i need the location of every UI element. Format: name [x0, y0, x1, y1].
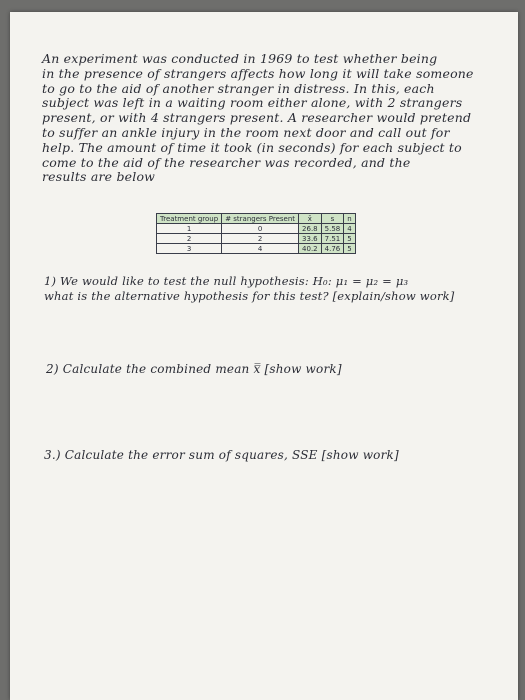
cell-strangers: 2: [222, 234, 299, 244]
cell-strangers: 4: [222, 244, 299, 254]
cell-group: 1: [157, 224, 222, 234]
intro-line: come to the aid of the researcher was recorded, and the: [42, 154, 411, 170]
table-row: [157, 234, 356, 244]
header-mean: x̄: [299, 214, 322, 224]
question-1-line: 1) We would like to test the null hypothesis: H₀: μ₁ = μ₂ = μ₃: [44, 274, 409, 288]
cell-std-dev: 7.51: [321, 234, 344, 244]
data-table: [156, 213, 356, 254]
cell-n: 5: [344, 244, 355, 254]
cell-strangers: 0: [222, 224, 299, 234]
intro-line: in the presence of strangers affects how long it will take someone: [42, 65, 474, 81]
header-n: n: [344, 214, 355, 224]
cell-n: 4: [344, 224, 355, 234]
cell-std-dev: 4.76: [321, 244, 344, 254]
intro-line: An experiment was conducted in 1969 to test whether being: [42, 51, 438, 66]
cell-mean: 33.6: [299, 234, 322, 244]
worksheet-paper: [10, 12, 518, 700]
cell-group: 3: [157, 244, 222, 254]
intro-line: subject was left in a waiting room either alone, with 2 strangers: [42, 95, 463, 111]
cell-std-dev: 5.58: [321, 224, 344, 234]
header-strangers-present: # strangers Present: [222, 214, 299, 224]
cell-group: 2: [157, 234, 222, 244]
question-1-line: what is the alternative hypothesis for this test? [explain/show work]: [44, 289, 455, 303]
question-1: [44, 274, 455, 304]
cell-mean: 26.8: [299, 224, 322, 234]
intro-line: present, or with 4 strangers present. A researcher would pretend: [42, 110, 472, 126]
cell-n: 5: [344, 234, 355, 244]
question-3: 3.) Calculate the error sum of squares, SSE [show work]: [44, 448, 399, 462]
intro-line: to suffer an ankle injury in the room next door and call out for: [42, 124, 450, 140]
table-row: [157, 224, 356, 234]
cell-mean: 40.2: [299, 244, 322, 254]
table-header-row: [157, 214, 356, 224]
header-std-dev: s: [321, 214, 344, 224]
intro-line: to go to the aid of another stranger in distress. In this, each: [42, 80, 435, 96]
question-2: 2) Calculate the combined mean x̿ [show work]: [46, 362, 342, 376]
problem-statement: [42, 52, 474, 185]
header-treatment-group: Treatment group: [157, 214, 222, 224]
intro-line: help. The amount of time it took (in seconds) for each subject to: [42, 139, 462, 155]
table-row: [157, 244, 356, 254]
intro-line: results are below: [42, 169, 156, 185]
